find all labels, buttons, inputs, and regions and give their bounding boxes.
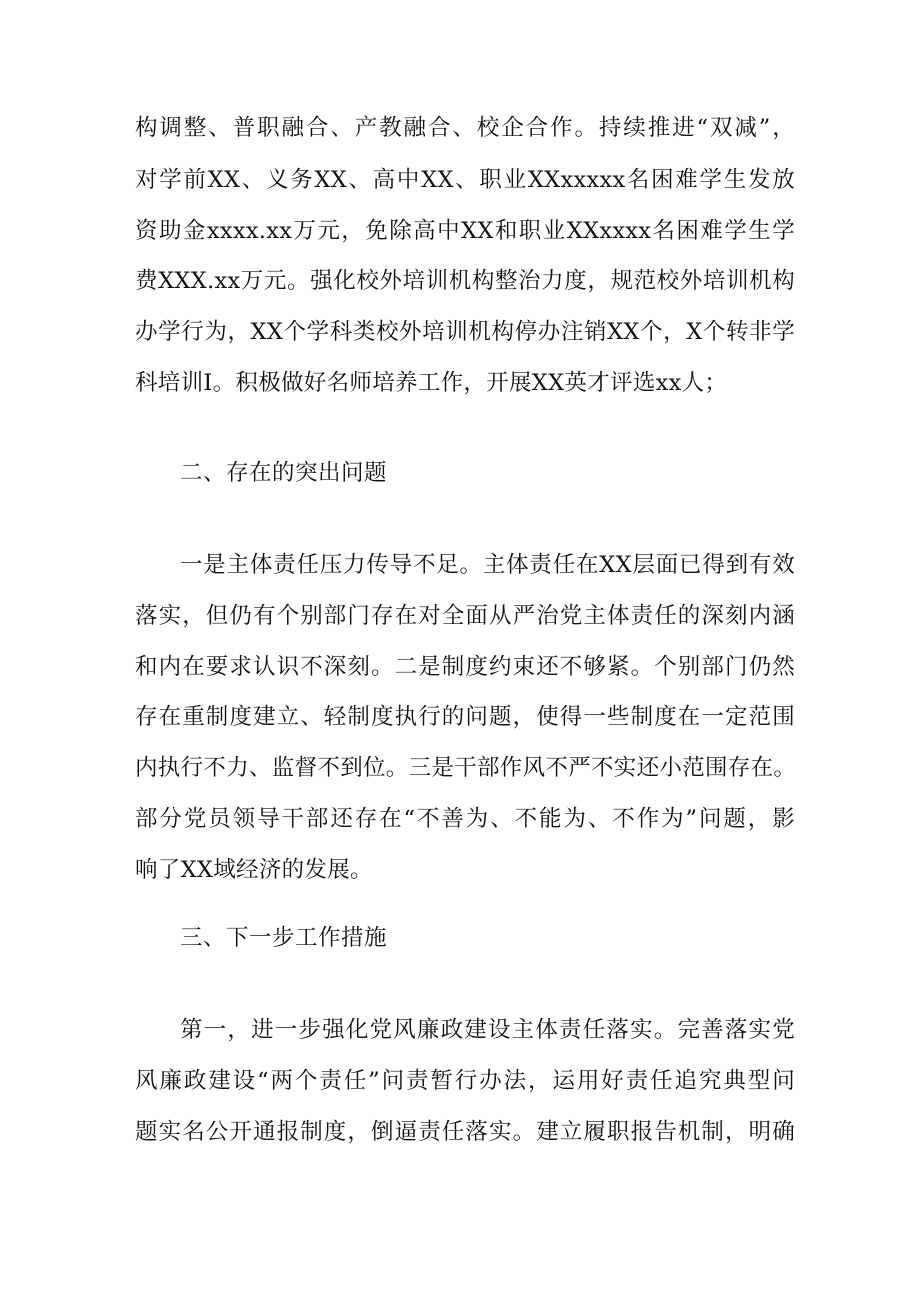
paragraph-3-line-3: 题实名公开通报制度，倒逼责任落实。建立履职报告机制，明确 <box>135 1119 795 1145</box>
paragraph-2-line-3: 和内在要求认识不深刻。二是制度约束还不够紧。个别部门仍然 <box>135 654 795 680</box>
paragraph-2-line-4: 存在重制度建立、轻制度执行的问题，使得一些制度在一定范围 <box>135 704 795 730</box>
paragraph-1-line-5: 办学行为，XX个学科类校外培训机构停办注销XX个，X个转非学 <box>135 319 795 345</box>
paragraph-2-line-1: 一是主体责任压力传导不足。主体责任在XX层面已得到有效 <box>180 552 795 578</box>
paragraph-1-line-6: 科培训Ⅰ。积极做好名师培养工作，开展XX英才评选xx人； <box>135 370 728 396</box>
paragraph-3-line-1: 第一，进一步强化党风廉政建设主体责任落实。完善落实党 <box>180 1017 795 1043</box>
paragraph-1-line-2: 对学前XX、义务XX、高中XX、职业XXxxxxx名困难学生发放 <box>135 167 795 193</box>
paragraph-2-line-5: 内执行不力、监督不到位。三是干部作风不严不实还小范围存在。 <box>135 755 797 781</box>
paragraph-1-line-3: 资助金xxxx.xx万元，免除高中XX和职业XXxxxx名困难学生学 <box>135 218 795 244</box>
paragraph-1-line-1: 构调整、普职融合、产教融合、校企合作。持续推进“双减”， <box>135 115 795 141</box>
paragraph-1-line-4: 费XXX.xx万元。强化校外培训机构整治力度，规范校外培训机构 <box>135 268 795 294</box>
paragraph-3-line-2: 风廉政建设“两个责任”问责暂行办法，运用好责任追究典型问 <box>135 1068 795 1094</box>
paragraph-2-line-2: 落实，但仍有个别部门存在对全面从严治党主体责任的深刻内涵 <box>135 603 795 629</box>
section-heading-3: 三、下一步工作措施 <box>180 925 388 951</box>
section-heading-2: 二、存在的突出问题 <box>180 460 388 486</box>
paragraph-2-line-7: 响了XX域经济的发展。 <box>135 857 373 883</box>
paragraph-2-line-6: 部分党员领导干部还存在“不善为、不能为、不作为”问题，影 <box>135 806 795 832</box>
